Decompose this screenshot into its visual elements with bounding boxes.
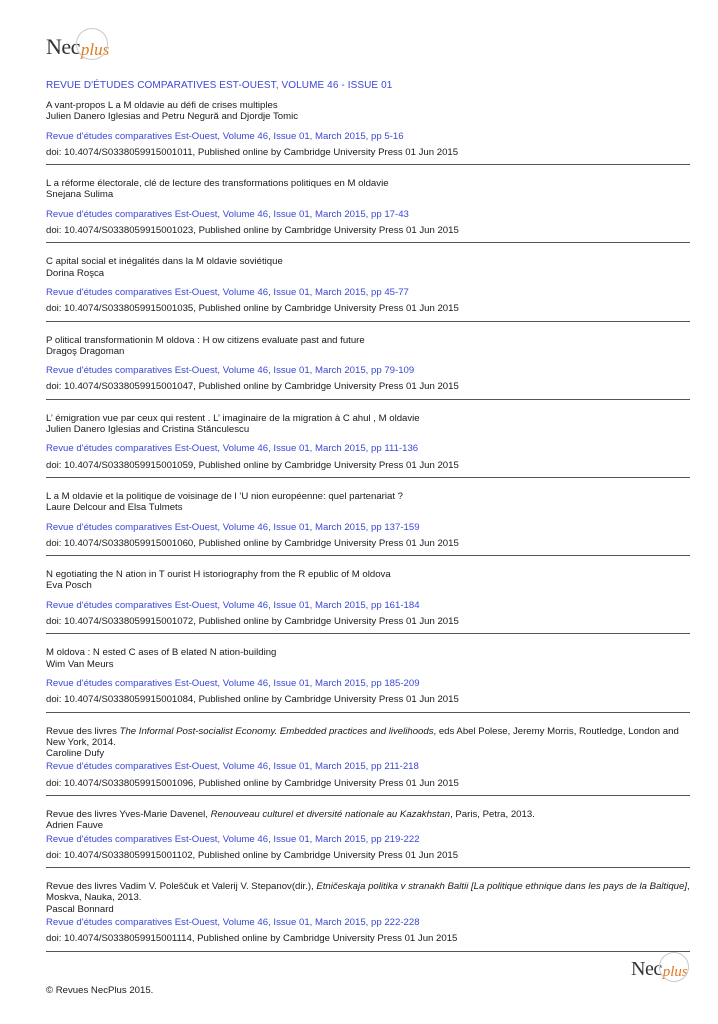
review-doi: doi: 10.4074/S0338059915001114, Published online by Cambridge University Press 01 Jun 2015	[46, 933, 458, 945]
article-doi: doi: 10.4074/S0338059915001072, Published online by Cambridge University Press 01 Jun 2015	[46, 616, 459, 628]
article-citation-link[interactable]: Revue d'études comparatives Est-Ouest, Volume 46, Issue 01, March 2015, pp 185-209	[46, 677, 420, 689]
article-citation-link[interactable]: Revue d'études comparatives Est-Ouest, Volume 46, Issue 01, March 2015, pp 111-136	[46, 443, 419, 455]
article-citation-link[interactable]: Revue d'études comparatives Est-Ouest, Volume 46, Issue 01, March 2015, pp 161-184	[46, 599, 420, 611]
article-list	[46, 100, 690, 965]
review-title-prefix: Revue des livres	[46, 725, 120, 737]
issue-title[interactable]: REVUE D'ÉTUDES COMPARATIVES EST-OUEST, VOLUME 46 - ISSUE 01	[46, 80, 393, 91]
article-authors: Julien Danero Iglesias and Cristina Stănculescu	[46, 424, 250, 436]
article-title[interactable]: L’ émigration vue par ceux qui restent . L’ imaginaire de la migration à C ahul , M oldavie	[46, 412, 420, 424]
article-authors: Eva Posch	[46, 580, 92, 592]
review-title[interactable]	[46, 809, 690, 820]
article-title[interactable]: C apital social et inégalités dans la M oldavie soviétique	[46, 256, 283, 268]
logo-text-nec: Nec	[46, 34, 80, 59]
review-book-title: Renouveau culturel et diversité nationale au Kazakhstan	[210, 808, 451, 820]
review-author: Adrien Fauve	[46, 820, 104, 832]
review-title[interactable]	[46, 881, 690, 904]
article-entry	[46, 178, 690, 243]
article-doi: doi: 10.4074/S0338059915001023, Published online by Cambridge University Press 01 Jun 2015	[46, 225, 459, 237]
review-title-prefix: Revue des livres Vadim V. Poleščuk et Valerij V. Stepanov(dir.),	[46, 881, 317, 893]
article-citation-link[interactable]: Revue d'études comparatives Est-Ouest, Volume 46, Issue 01, March 2015, pp 5-16	[46, 130, 404, 142]
review-title[interactable]	[46, 726, 690, 749]
review-book-title: Etničeskaja politika v stranakh Baltii [La politique ethnique dans les pays de la Baltique]	[316, 881, 688, 893]
logo-text-nec: Nec	[631, 958, 662, 980]
review-doi: doi: 10.4074/S0338059915001096, Published online by Cambridge University Press 01 Jun 2015	[46, 777, 459, 789]
review-citation-link[interactable]: Revue d'études comparatives Est-Ouest, Volume 46, Issue 01, March 2015, pp 219-222	[46, 833, 420, 845]
article-authors: Dorina Roşca	[46, 267, 105, 279]
article-citation-link[interactable]: Revue d'études comparatives Est-Ouest, Volume 46, Issue 01, March 2015, pp 17-43	[46, 208, 409, 220]
copyright-footer: © Revues NecPlus 2015.	[46, 985, 154, 996]
book-review-entry	[46, 726, 690, 796]
article-doi: doi: 10.4074/S0338059915001059, Published online by Cambridge University Press 01 Jun 2015	[46, 459, 459, 471]
article-entry	[46, 413, 690, 478]
article-doi: doi: 10.4074/S0338059915001011, Published online by Cambridge University Press 01 Jun 2015	[46, 146, 459, 158]
book-review-entry	[46, 809, 690, 868]
article-entry	[46, 569, 690, 634]
review-title-suffix: , eds Abel Polese, Jeremy Morris, Routledge, London and New York, 2014.	[46, 725, 679, 748]
article-title[interactable]: L a réforme électorale, clé de lecture des transformations politiques en M oldavie	[46, 178, 389, 190]
article-citation-link[interactable]: Revue d'études comparatives Est-Ouest, Volume 46, Issue 01, March 2015, pp 79-109	[46, 365, 415, 377]
article-citation-link[interactable]: Revue d'études comparatives Est-Ouest, Volume 46, Issue 01, March 2015, pp 45-77	[46, 286, 409, 298]
review-author: Pascal Bonnard	[46, 903, 114, 915]
article-authors: Laure Delcour and Elsa Tulmets	[46, 502, 183, 514]
necplus-logo-bottom	[631, 958, 688, 981]
article-title[interactable]: A vant-propos L a M oldavie au défi de crises multiples	[46, 100, 278, 111]
review-title-suffix: , Paris, Petra, 2013.	[450, 808, 535, 820]
article-doi: doi: 10.4074/S0338059915001060, Published online by Cambridge University Press 01 Jun 2015	[46, 537, 459, 549]
article-title[interactable]: N egotiating the N ation in T ourist H istoriography from the R epublic of M oldova	[46, 569, 391, 581]
review-citation-link[interactable]: Revue d'études comparatives Est-Ouest, Volume 46, Issue 01, March 2015, pp 222-228	[46, 917, 420, 929]
article-entry	[46, 491, 690, 556]
article-entry	[46, 335, 690, 400]
article-authors: Dragoş Dragoman	[46, 345, 125, 357]
article-authors: Julien Danero Iglesias and Petru Negură and Djordje Tomic	[46, 111, 299, 123]
article-doi: doi: 10.4074/S0338059915001084, Published online by Cambridge University Press 01 Jun 2015	[46, 694, 459, 706]
review-citation-link[interactable]: Revue d'études comparatives Est-Ouest, Volume 46, Issue 01, March 2015, pp 211-218	[46, 761, 419, 773]
review-author: Caroline Dufy	[46, 748, 105, 760]
article-authors: Snejana Sulima	[46, 189, 114, 201]
review-title-suffix: , Moskva, Nauka, 2013.	[46, 881, 690, 904]
article-title[interactable]: L a M oldavie et la politique de voisinage de l ’U nion européenne: quel partenariat ?	[46, 490, 403, 502]
logo-text-plus: plus	[80, 40, 110, 59]
article-citation-link[interactable]: Revue d'études comparatives Est-Ouest, Volume 46, Issue 01, March 2015, pp 137-159	[46, 521, 420, 533]
logo-ring	[659, 952, 689, 982]
article-doi: doi: 10.4074/S0338059915001035, Published online by Cambridge University Press 01 Jun 2015	[46, 303, 459, 315]
book-review-entry	[46, 881, 690, 951]
article-title[interactable]: P olitical transformationin M oldova : H ow citizens evaluate past and future	[46, 334, 365, 346]
article-entry	[46, 256, 690, 321]
article-entry	[46, 100, 690, 165]
logo-text-plus: plus	[662, 964, 688, 980]
article-entry	[46, 647, 690, 712]
necplus-logo-top	[46, 34, 109, 60]
review-book-title: The Informal Post-socialist Economy. Embedded practices and livelihoods	[119, 725, 434, 737]
logo-ring	[76, 28, 108, 60]
review-title-prefix: Revue des livres Yves-Marie Davenel,	[46, 808, 211, 820]
article-title[interactable]: M oldova : N ested C ases of B elated N ation-building	[46, 647, 277, 659]
article-authors: Wim Van Meurs	[46, 658, 114, 670]
article-doi: doi: 10.4074/S0338059915001047, Published online by Cambridge University Press 01 Jun 2015	[46, 381, 459, 393]
review-doi: doi: 10.4074/S0338059915001102, Published online by Cambridge University Press 01 Jun 2015	[46, 849, 459, 861]
